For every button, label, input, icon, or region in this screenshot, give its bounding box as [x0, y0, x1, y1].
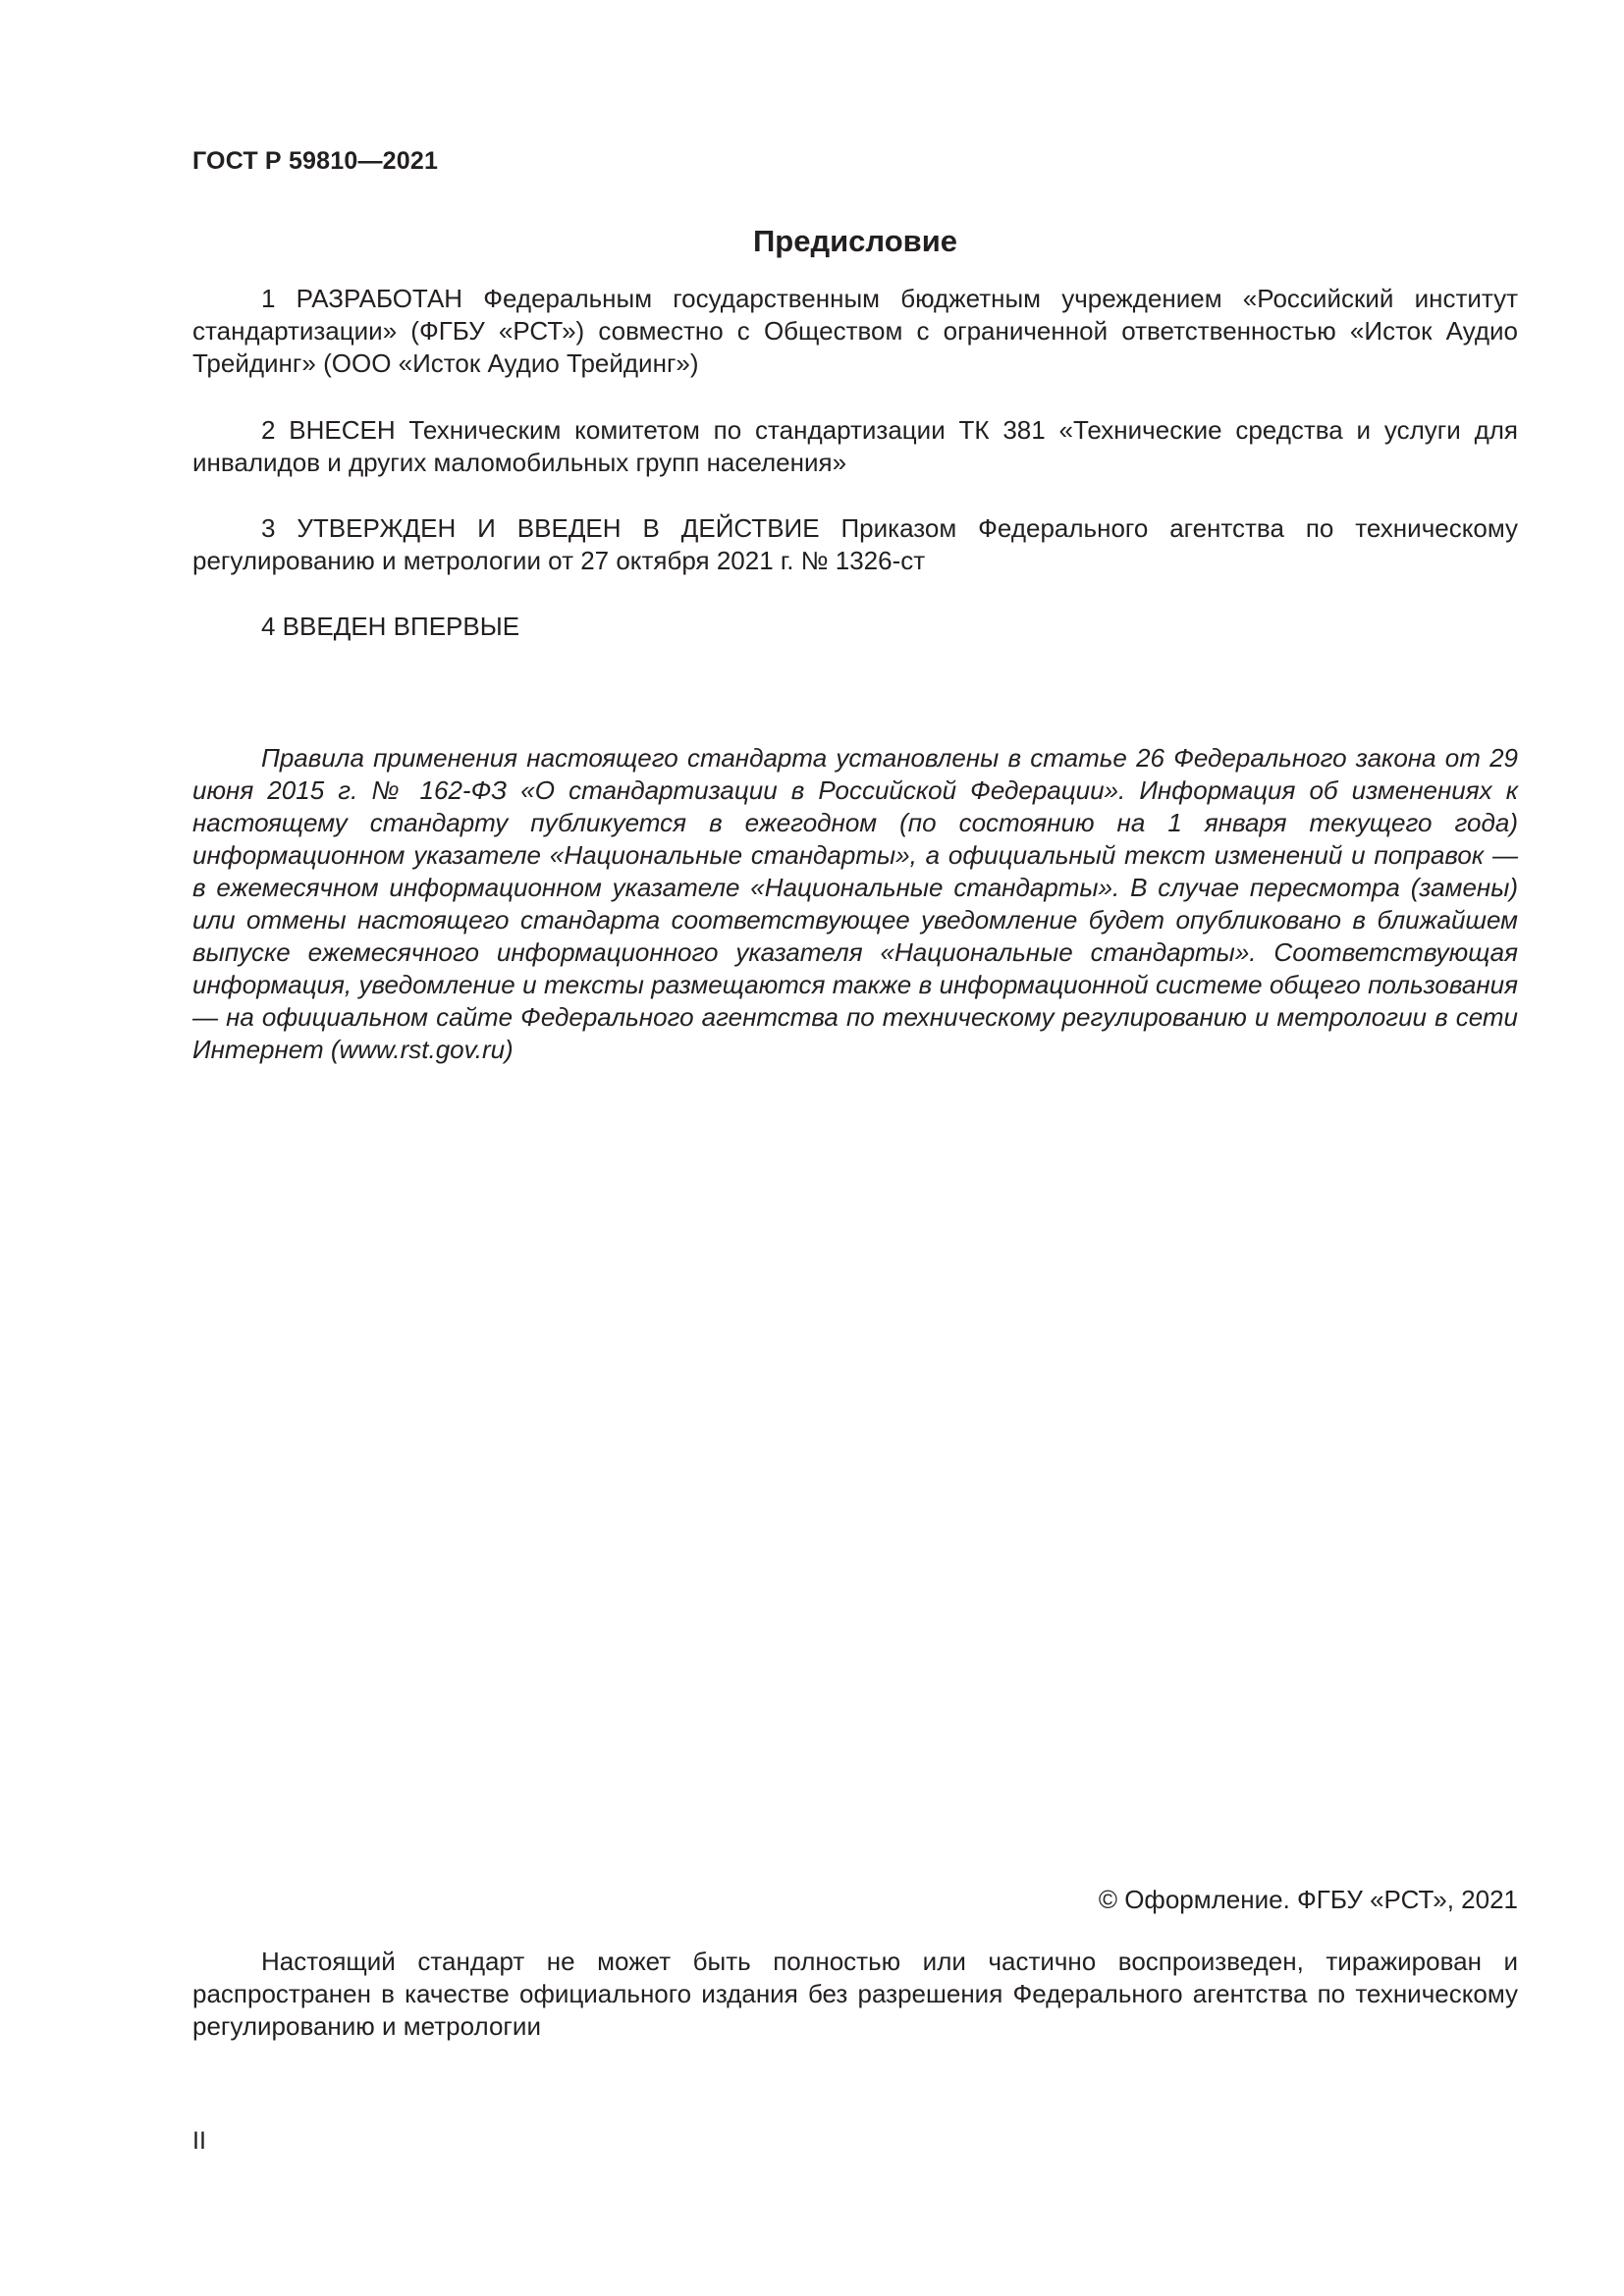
- preface-item-2: 2 ВНЕСЕН Техническим комитетом по стандартизации ТК 381 «Технические средства и услуги для инвалидов и других маломобильных групп населения»: [192, 415, 1518, 477]
- copyright-line: © Оформление. ФГБУ «РСТ», 2021: [1098, 1885, 1518, 1914]
- document-code: ГОСТ Р 59810—2021: [192, 147, 439, 175]
- preface-item-4: 4 ВВЕДЕН ВПЕРВЫЕ: [261, 612, 520, 641]
- preface-item-3: 3 УТВЕРЖДЕН И ВВЕДЕН В ДЕЙСТВИЕ Приказом Федерального агентства по техническому регулированию и метрологии от 27 октября 2021 г. № 1326-ст: [192, 513, 1518, 575]
- reproduction-notice: Настоящий стандарт не может быть полностью или частично воспроизведен, тиражирован и распространен в качестве официального издания без разрешения Федерального агентства по техническому регулированию и метрологии: [192, 1947, 1518, 2041]
- preface-title: Предисловие: [752, 224, 957, 258]
- page-number: II: [192, 2127, 206, 2155]
- application-rules-paragraph: Правила применения настоящего стандарта установлены в статье 26 Федерального закона от 29 июня 2015 г. № 162-ФЗ «О стандартизации в Российской Федерации». Информация об изменениях к настоящему стандарту публикуется в ежегодном (по состоянию на 1 января текущего года) информационном указателе «Национальные стандарты», а официальный текст изменений и поправок — в ежемесячном информационном указателе «Национальные стандарты». В случае пересмотра (замены) или отмены настоящего стандарта соответствующее уведомление будет опубликовано в ближайшем выпуске ежемесячного информационного указателя «Национальные стандарты». Соответствующая информация, уведомление и тексты размещаются также в информационной системе общего пользования — на официальном сайте Федерального агентства по техническому регулированию и метрологии в сети Интернет (www.rst.gov.ru): [192, 743, 1518, 1064]
- preface-item-1: 1 РАЗРАБОТАН Федеральным государственным бюджетным учреждением «Российский институт стандартизации» (ФГБУ «РСТ») совместно с Обществом с ограниченной ответственностью «Исток Аудио Трейдинг» (ООО «Исток Аудио Трейдинг»): [192, 284, 1518, 378]
